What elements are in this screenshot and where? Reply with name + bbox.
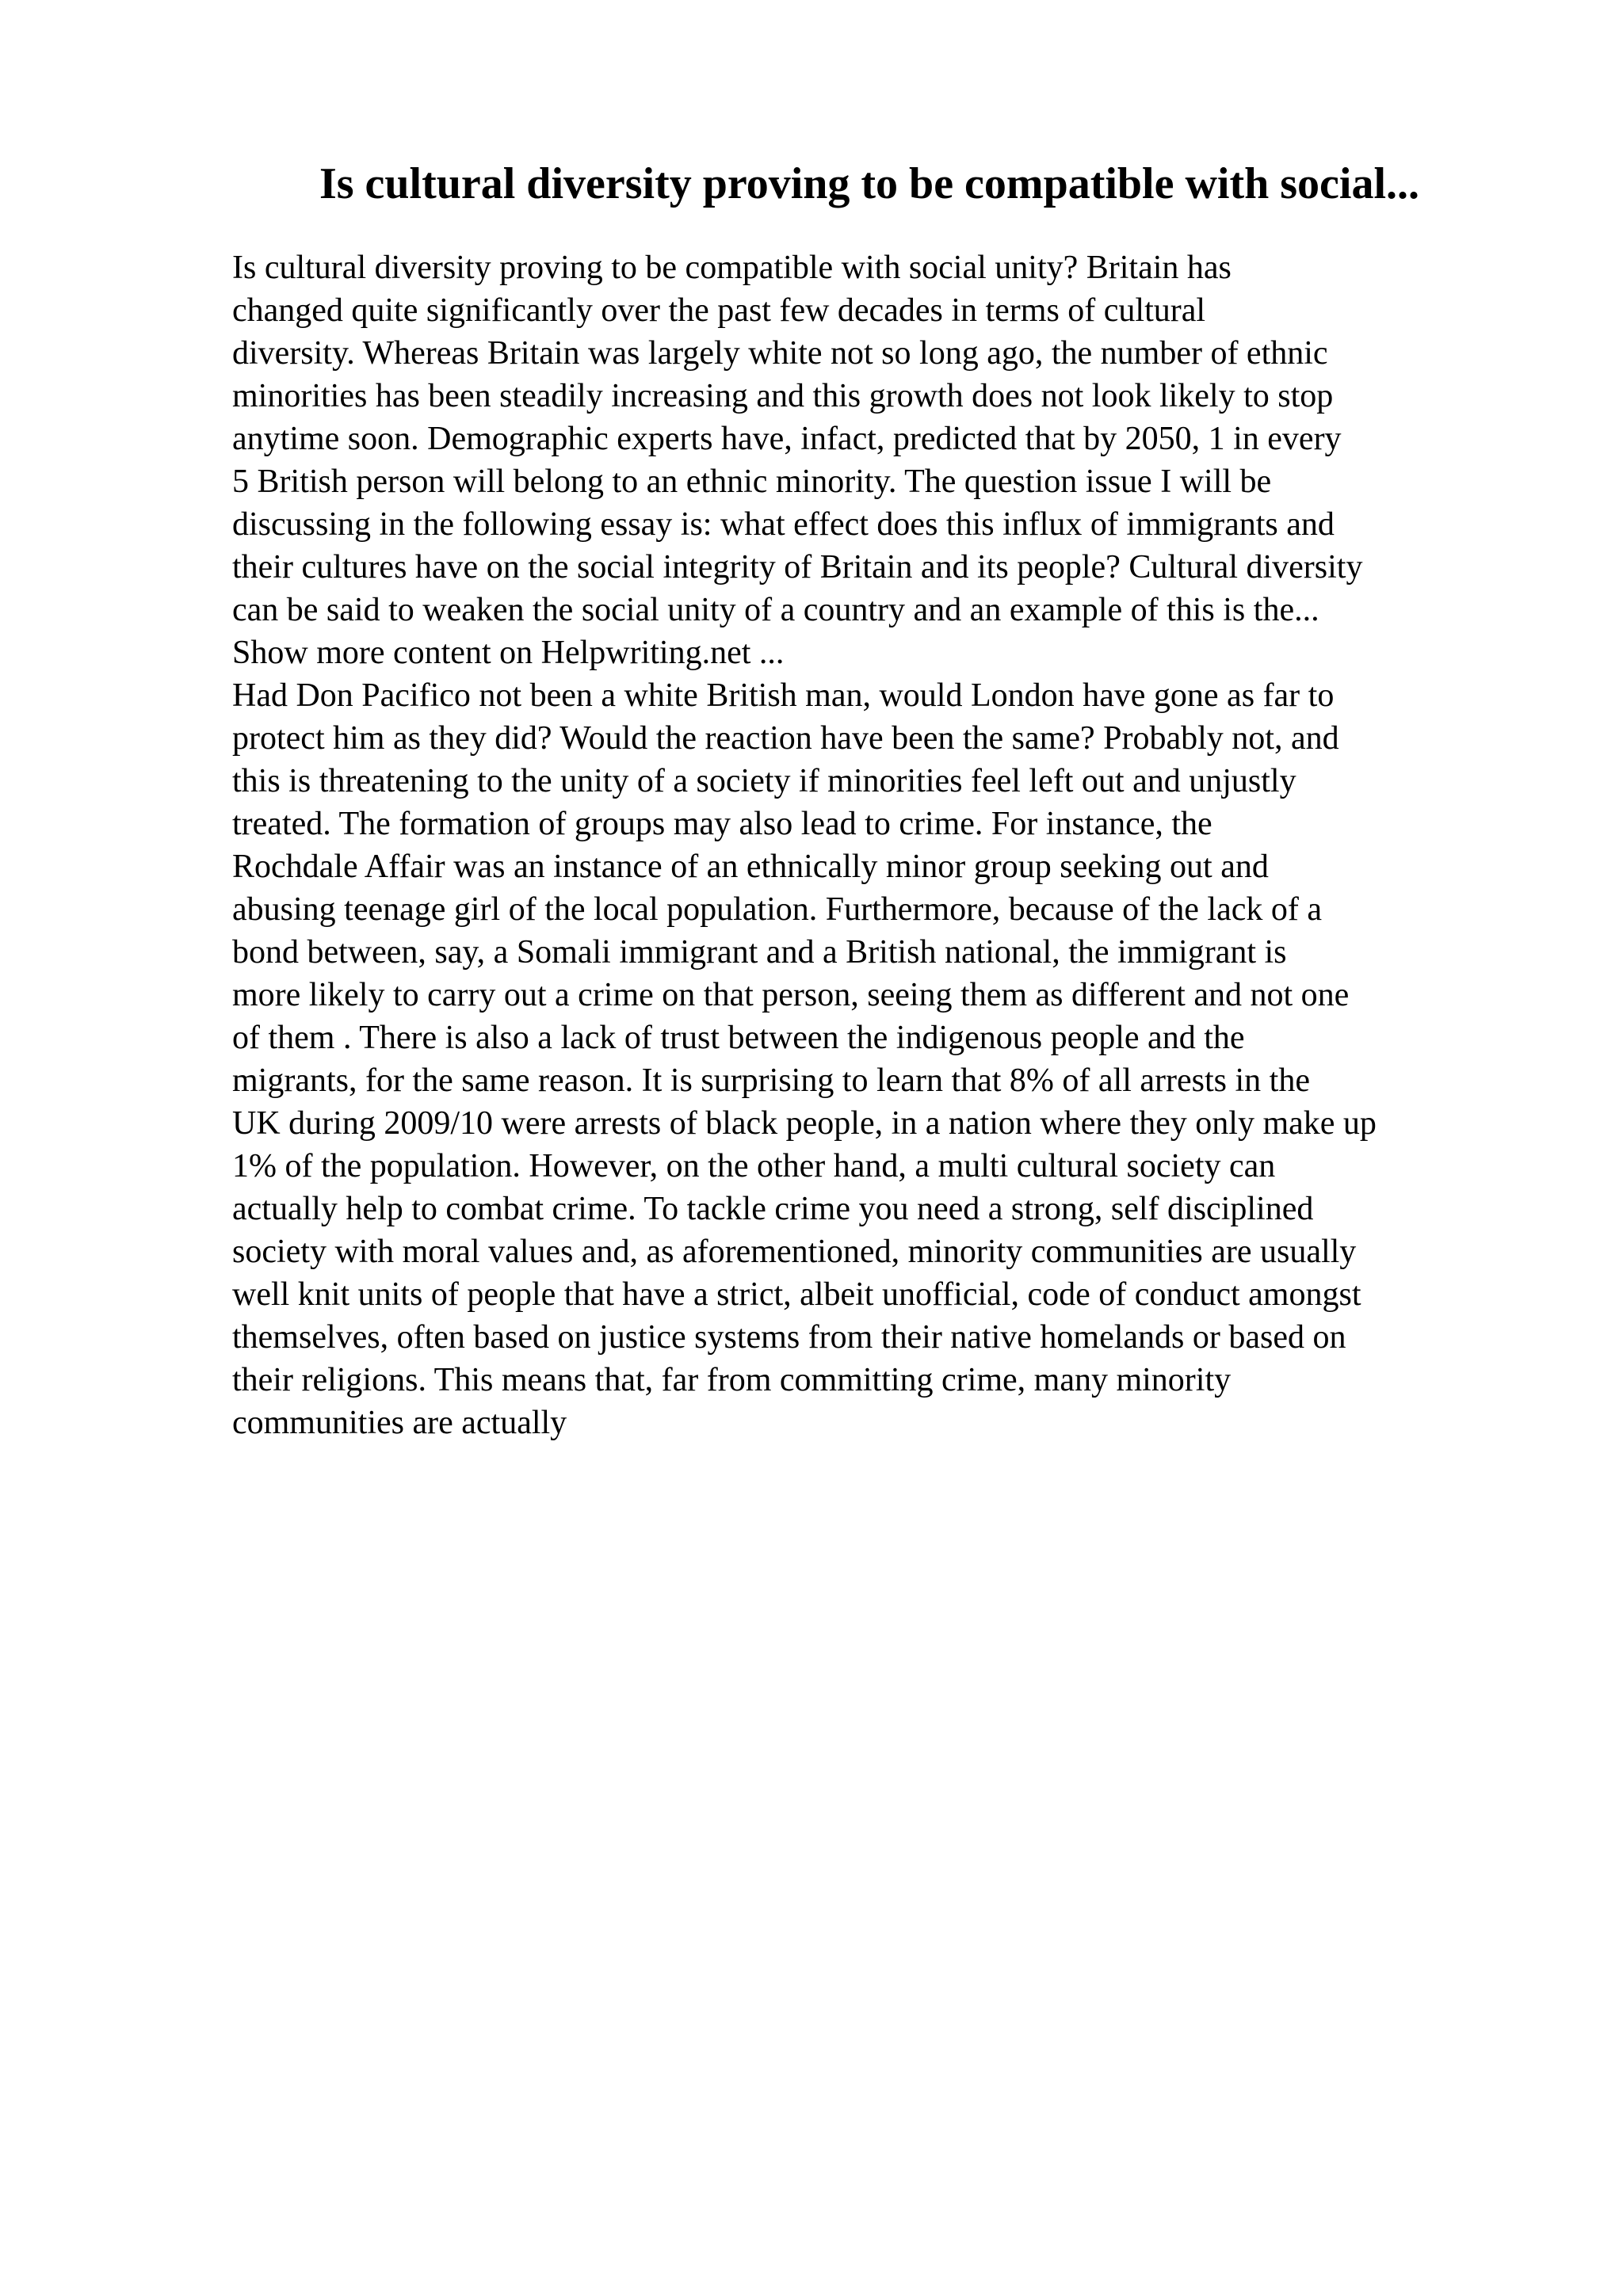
show-more-link-line: Show more content on Helpwriting.net ... <box>232 635 785 671</box>
text-line: their religions. This means that, far from committing crime, many minority <box>232 1362 1232 1398</box>
text-line: changed quite significantly over the past few decades in terms of cultural <box>232 292 1206 329</box>
text-line: can be said to weaken the social unity of a country and an example of this is the... <box>232 592 1319 628</box>
text-line: communities are actually <box>232 1405 567 1441</box>
text-line: minorities has been steadily increasing and this growth does not look likely to stop <box>232 378 1334 414</box>
text-line: 5 British person will belong to an ethnic minority. The question issue I will be <box>232 463 1272 500</box>
text-line: abusing teenage girl of the local population. Furthermore, because of the lack of a <box>232 891 1323 928</box>
text-line: of them . There is also a lack of trust between the indigenous people and the <box>232 1020 1245 1056</box>
text-line: bond between, say, a Somali immigrant and a British national, the immigrant is <box>232 934 1287 971</box>
text-line: their cultures have on the social integrity of Britain and its people? Cultural diversity <box>232 549 1363 585</box>
text-line: Had Don Pacifico not been a white British man, would London have gone as far to <box>232 677 1335 714</box>
text-line: this is threatening to the unity of a society if minorities feel left out and unjustly <box>232 763 1296 799</box>
text-line: treated. The formation of groups may also lead to crime. For instance, the <box>232 806 1212 842</box>
text-line: society with moral values and, as aforementioned, minority communities are usually <box>232 1234 1357 1270</box>
text-line: well knit units of people that have a strict, albeit unofficial, code of conduct amongst <box>232 1276 1361 1313</box>
text-line: anytime soon. Demographic experts have, infact, predicted that by 2050, 1 in every <box>232 421 1342 457</box>
text-line: migrants, for the same reason. It is surprising to learn that 8% of all arrests in the <box>232 1062 1310 1099</box>
text-line: diversity. Whereas Britain was largely white not so long ago, the number of ethnic <box>232 335 1328 372</box>
text-line: protect him as they did? Would the reaction have been the same? Probably not, and <box>232 720 1339 757</box>
text-line: Rochdale Affair was an instance of an ethnically minor group seeking out and <box>232 849 1269 885</box>
text-line: more likely to carry out a crime on that person, seeing them as different and not one <box>232 977 1350 1013</box>
text-line: discussing in the following essay is: what effect does this influx of immigrants and <box>232 506 1335 543</box>
text-line: actually help to combat crime. To tackle crime you need a strong, self disciplined <box>232 1191 1314 1227</box>
document-body <box>232 246 1595 1444</box>
text-line: themselves, often based on justice systems from their native homelands or based on <box>232 1319 1346 1356</box>
text-line: UK during 2009/10 were arrests of black people, in a nation where they only make up <box>232 1105 1377 1142</box>
text-line: 1% of the population. However, on the other hand, a multi cultural society can <box>232 1148 1276 1184</box>
document-title: Is cultural diversity proving to be compatible with social... <box>319 159 1420 208</box>
text-line: Is cultural diversity proving to be compatible with social unity? Britain has <box>232 250 1232 286</box>
